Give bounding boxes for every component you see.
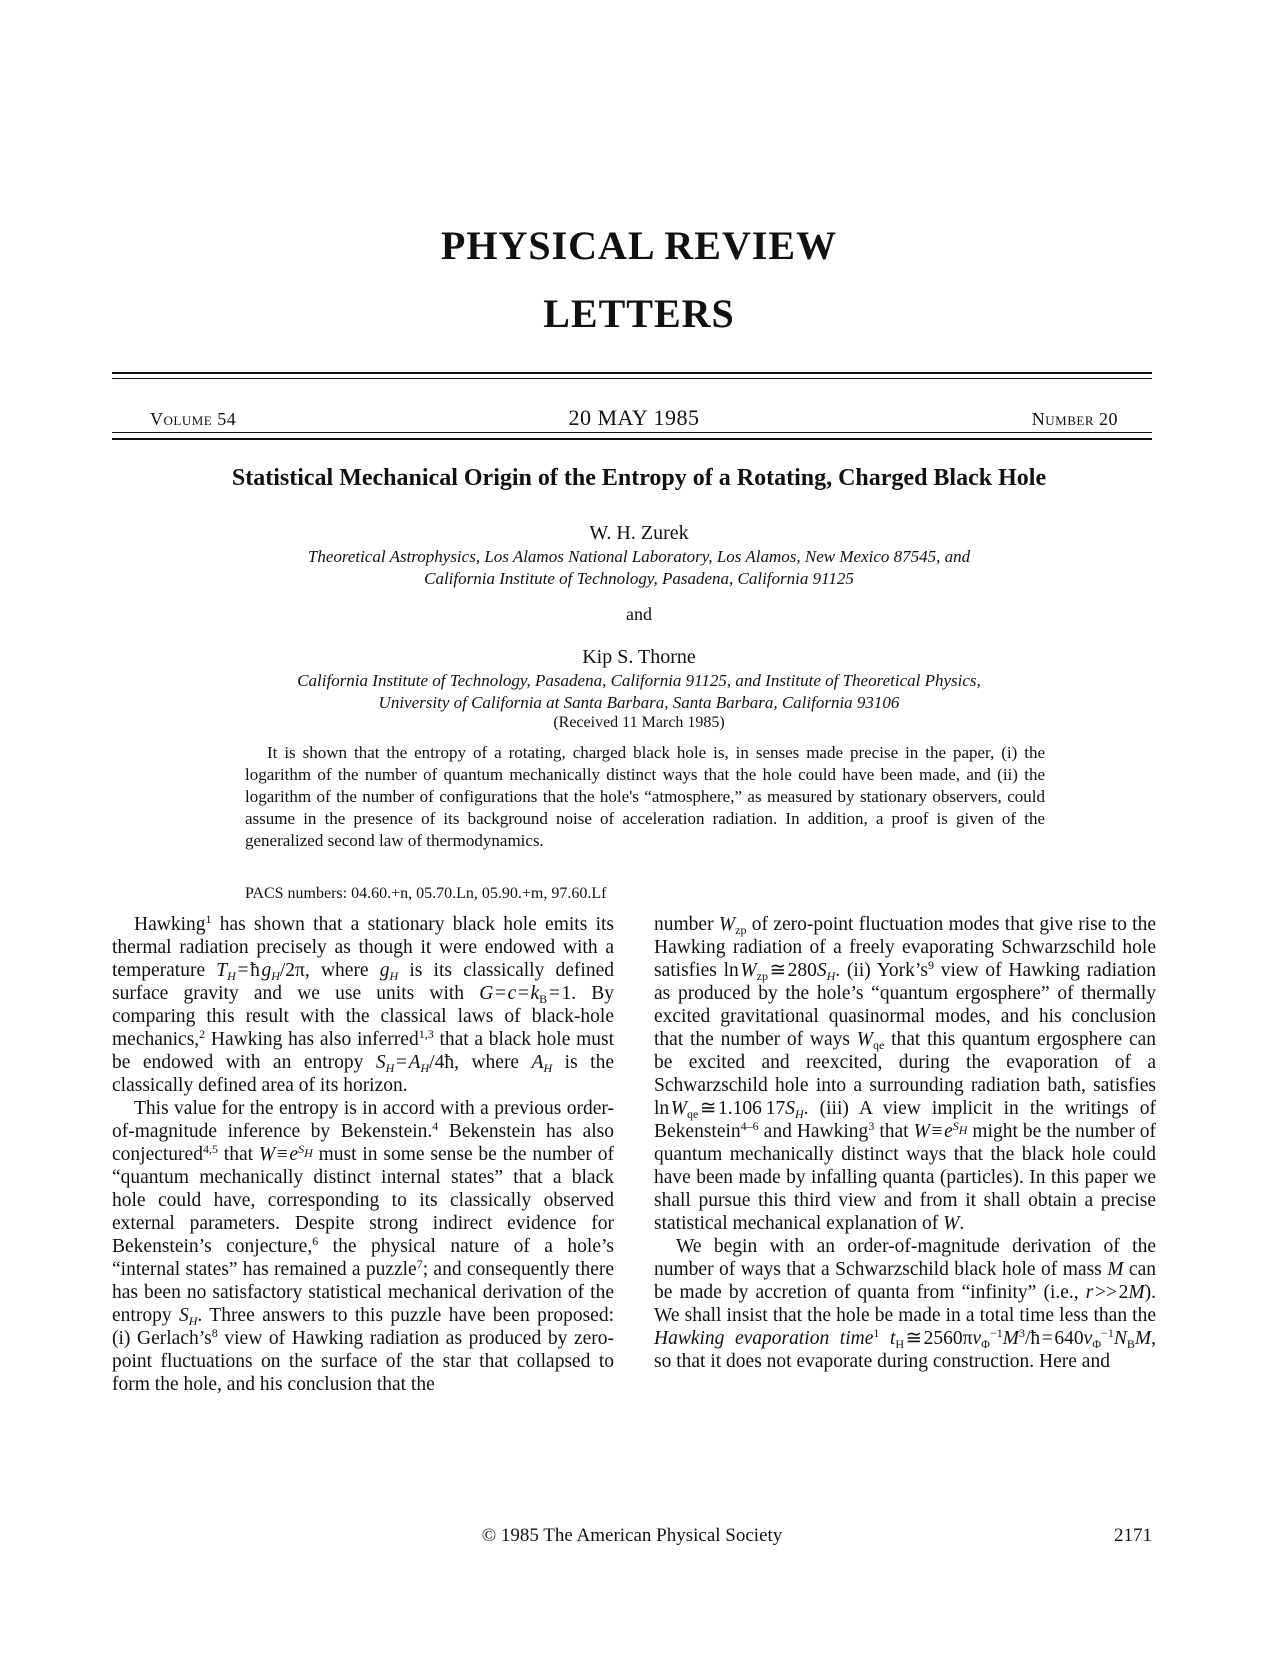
header-rule-top [112, 372, 1152, 374]
header-rule-bottom-thin [112, 432, 1152, 433]
issue-date: 20 MAY 1985 [568, 405, 700, 430]
copyright-notice: © 1985 The American Physical Society [481, 1525, 783, 1546]
affiliation-zurek-2: California Institute of Technology, Pasadena, California 91125 [424, 569, 854, 588]
author-separator: and [626, 604, 652, 624]
number-label: Number 20 [1031, 409, 1118, 429]
page-number: 2171 [1114, 1525, 1152, 1546]
volume-label: Volume 54 [150, 409, 237, 429]
journal-title-line2: LETTERS [543, 291, 735, 336]
author-zurek: W. H. Zurek [589, 522, 689, 544]
article-title: Statistical Mechanical Origin of the Entropy of a Rotating, Charged Black Hole [231, 465, 1047, 491]
body-column-left: Hawking$^1$ has shown that a stationary black hole emits its thermal radiation precisely as though it were endowed with a temperature $T_H$ = ħ $g_H/2\pi$, where $g_H$ is its classically defined surface gravity and we use units with G = c = $k_B$ = 1. By comparing this result with the classical laws of black-hole mechanics,$^2$ Hawking has also inferred$^{1,3}$ that a black hole must be endowed with an entropy $S_H$ = $A_H/4ħ$, where $A_H$ is the classically defined area of its horizon. This value for the entropy is in accord with a previous order-of-magnitude inference by Bekenstein.$^4$ Bekenstein has also conjectured$^{4,5}$ that W ≡ $e^{S_H}$ must in some sense be the number of “quantum mechanically distinct internal states” that a black hole could have, corresponding to its classically observed external parameters. Despite strong indirect evidence for Bekenstein’s conjecture,$^6$ the physical nature of a hole’s “internal states” has remained a puzzle$^7$; and consequently there has been no satisfactory statistical mechanical derivation of the entropy $S_H$. Three answers to this puzzle have been proposed: (i) $Gerlach’s^8$ view of Hawking radiation as produced by zero-point fluctuations on the surface of the star that collapsed to form the hole, and his conclusion that the [112, 912, 615, 1395]
author-thorne: Kip S. Thorne [582, 646, 696, 668]
abstract: It is shown that the entropy of a rotating, charged black hole is, in senses made precise in the paper, (i) the logarithm of the number of quantum mechanically distinct ways that the hole could have been made, and (ii) the logarithm of the number of configurations that the hole's “atmosphere,” as measured by stationary observers, could assume in the presence of its background noise of acceleration radiation. In addition, a proof is given of the generalized second law of thermodynamics. [245, 743, 1045, 850]
pacs-numbers: PACS numbers: 04.60.+n, 05.70.Ln, 05.90.+m, 97.60.Lf [245, 885, 607, 902]
received-date: (Received 11 March 1985) [553, 714, 725, 731]
journal-title-line1: PHYSICAL REVIEW [440, 223, 838, 268]
header-rule-bottom [112, 438, 1152, 440]
issue-line [150, 405, 1118, 431]
header-rule-top-thin [112, 378, 1152, 379]
body-column-right: number $W_{zp}$ of zero-point fluctuation modes that give rise to the Hawking radiation of a freely evaporating Schwarzschild hole satisfies ln $W_{zp}$ ≅ $280S_H$. (ii) $York’s^9$ view of Hawking radiation as produced by the hole’s “quantum ergosphere” of thermally excited gravitational quasinormal modes, and his conclusion that the number of ways $W_{qe}$ that this quantum ergosphere can be excited and reexcited, during the evaporation of a Schwarzschild hole into a surrounding radiation bath, satisfies ln $W_{qe}$ ≅ 1.106 $17S_H$. (iii) A view implicit in the writings of Bekenstein$^{4-6}$ and Hawking$^3$ that W ≡ $e^{S_H}$ might be the number of quantum mechanically distinct ways that the black hole could have been made by infalling quanta (particles). In this paper we shall pursue this third view and from it shall obtain a precise statistical mechanical explanation of W. We begin with an order-of-magnitude derivation of the number of ways that a Schwarzschild black hole of mass M can be made by accretion of quanta from “infinity” (i.e., r >> 2M). We shall insist that the hole be made in a total time less than the Hawking evaporation time$^1$ $t_H$ ≅ $2560\pi\nu_\Phi^{-1}M^3/ħ$ = $640\nu_\Phi^{-1}N_BM$, so that it does not evaporate during construction. Here and [654, 914, 1157, 1372]
affiliation-zurek-1: Theoretical Astrophysics, Los Alamos National Laboratory, Los Alamos, New Mexico 87545, and [307, 547, 971, 566]
affiliation-thorne-1: California Institute of Technology, Pasadena, California 91125, and Institute of Theoretical Physics, [297, 671, 981, 690]
affiliation-thorne-2: University of California at Santa Barbara, Santa Barbara, California 93106 [378, 693, 900, 712]
